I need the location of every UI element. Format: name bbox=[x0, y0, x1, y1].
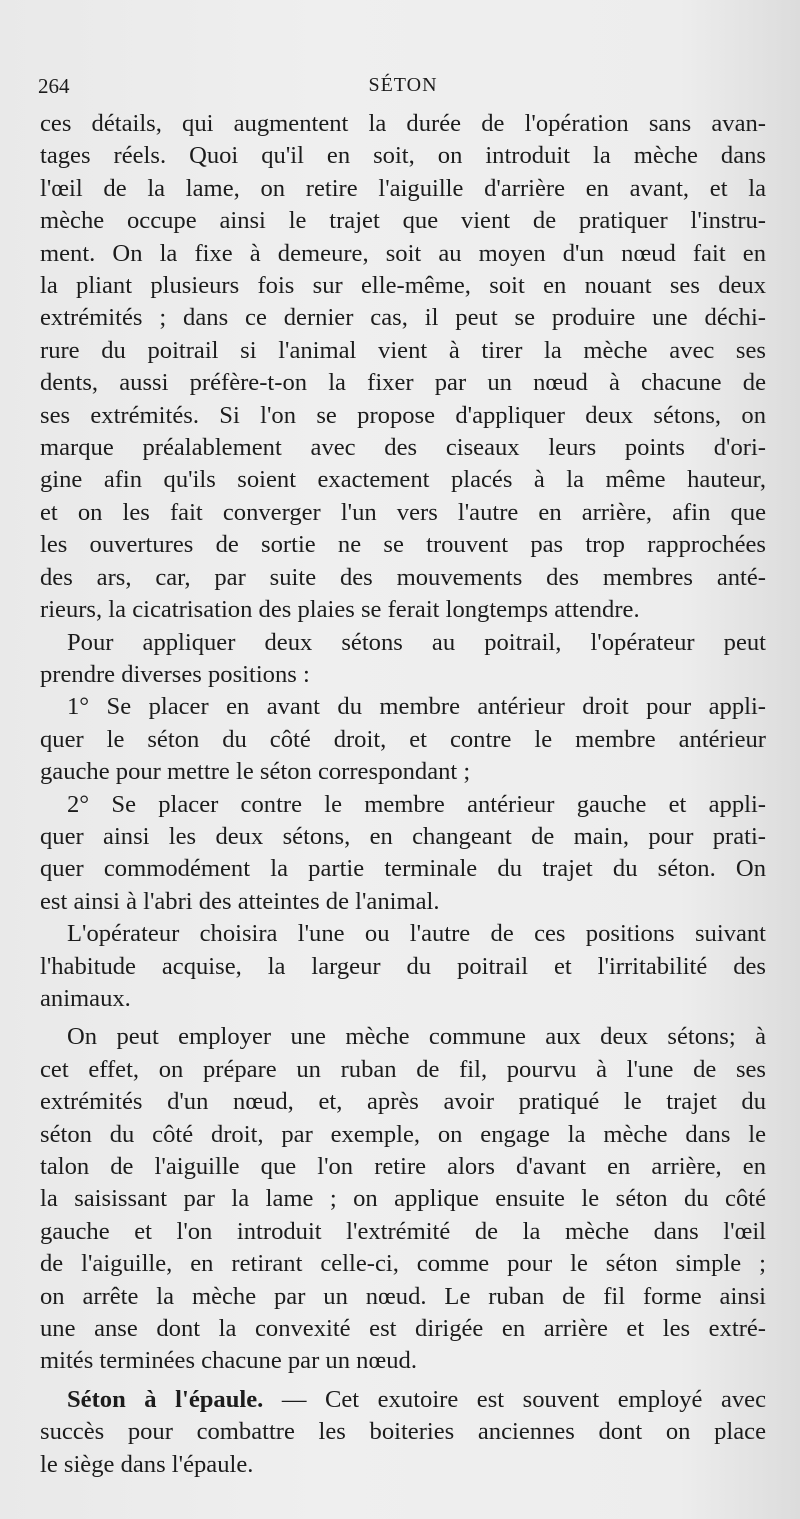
text-line: les ouvertures de sortie ne se trouvent pas trop rapprochées bbox=[40, 531, 766, 559]
text-line: mités terminées chacune par un nœud. bbox=[40, 1347, 417, 1375]
text-line: talon de l'aiguille que l'on retire alors d'avant en arrière, en bbox=[40, 1153, 766, 1180]
paragraph-4 bbox=[40, 789, 766, 919]
text-line: est ainsi à l'abri des atteintes de l'animal. bbox=[40, 887, 440, 915]
text-line: 1° Se placer en avant du membre antérieur droit pour appli- bbox=[67, 693, 766, 721]
text-line: séton du côté droit, par exemple, on engage la mèche dans le bbox=[40, 1120, 766, 1148]
text-line: de l'aiguille, en retirant celle-ci, comme pour le séton simple ; bbox=[40, 1250, 766, 1278]
text-line: gauche pour mettre le séton correspondant ; bbox=[40, 758, 471, 786]
paragraph-2 bbox=[40, 627, 766, 692]
text-line: succès pour combattre les boiteries anciennes dont on place bbox=[40, 1418, 766, 1446]
text-line: la saisissant par la lame ; on applique ensuite le séton du côté bbox=[40, 1185, 766, 1213]
section-heading: Séton à l'épaule. bbox=[67, 1385, 264, 1413]
text-line: 2° Se placer contre le membre antérieur gauche et appli- bbox=[67, 790, 766, 818]
paragraph-5 bbox=[40, 918, 766, 1015]
text-line: Pour appliquer deux sétons au poitrail, l'opérateur peut bbox=[67, 628, 766, 656]
running-title: SÉTON bbox=[368, 74, 438, 96]
text-line: extrémités d'un nœud, et, après avoir pratiqué le trajet du bbox=[40, 1088, 766, 1116]
text-line: quer commodément la partie terminale du trajet du séton. On bbox=[40, 855, 766, 883]
text-line: des ars, car, par suite des mouvements des membres anté- bbox=[40, 563, 766, 591]
text-line: gine afin qu'ils soient exactement placés à la même hauteur, bbox=[40, 466, 766, 494]
text-line: on arrête la mèche par un nœud. Le ruban de fil forme ainsi bbox=[40, 1282, 766, 1310]
paragraph-6 bbox=[40, 1021, 766, 1377]
text-line: ces détails, qui augmentent la durée de l'opération sans avan- bbox=[40, 110, 766, 137]
text-line: mèche occupe ainsi le trajet que vient de pratiquer l'instru- bbox=[40, 207, 766, 235]
text-line bbox=[40, 1384, 766, 1416]
paragraph-3 bbox=[40, 691, 766, 788]
text-line: le siège dans l'épaule. bbox=[40, 1450, 254, 1478]
text-line: l'habitude acquise, la largeur du poitrail et l'irritabilité des bbox=[40, 952, 766, 980]
text-line: prendre diverses positions : bbox=[40, 660, 310, 688]
text-line: gauche et l'on introduit l'extrémité de la mèche dans l'œil bbox=[40, 1217, 766, 1245]
text-line: cet effet, on prépare un ruban de fil, pourvu à l'une de ses bbox=[40, 1055, 766, 1083]
body-text bbox=[40, 108, 766, 1481]
paragraph-7 bbox=[40, 1384, 766, 1481]
text-line: et on les fait converger l'un vers l'autre en arrière, afin que bbox=[40, 498, 766, 526]
text-line: quer ainsi les deux sétons, en changeant de main, pour prati- bbox=[40, 822, 766, 850]
text-line: l'œil de la lame, on retire l'aiguille d'arrière en avant, et la bbox=[40, 174, 766, 202]
text-line: animaux. bbox=[40, 984, 131, 1012]
text-line: quer le séton du côté droit, et contre le membre antérieur bbox=[40, 725, 766, 753]
text-line: rure du poitrail si l'animal vient à tirer la mèche avec ses bbox=[40, 336, 766, 364]
paragraph-1 bbox=[40, 108, 766, 627]
text-line: ment. On la fixe à demeure, soit au moyen d'un nœud fait en bbox=[40, 239, 766, 267]
page-number: 264 bbox=[38, 74, 70, 98]
heading-continuation: — Cet exutoire est souvent employé avec bbox=[263, 1385, 767, 1413]
text-line: extrémités ; dans ce dernier cas, il peut se produire une déchi- bbox=[40, 304, 766, 332]
text-line: une anse dont la convexité est dirigée en arrière et les extré- bbox=[40, 1315, 766, 1343]
text-line: rieurs, la cicatrisation des plaies se ferait longtemps attendre. bbox=[40, 596, 640, 624]
running-head bbox=[38, 74, 768, 100]
text-line: la pliant plusieurs fois sur elle-même, soit en nouant ses deux bbox=[40, 272, 766, 300]
text-line: L'opérateur choisira l'une ou l'autre de ces positions suivant bbox=[67, 920, 766, 948]
text-line: ses extrémités. Si l'on se propose d'appliquer deux sétons, on bbox=[40, 401, 766, 429]
text-line: marque préalablement avec des ciseaux leurs points d'ori- bbox=[40, 434, 766, 462]
text-line: On peut employer une mèche commune aux deux sétons; à bbox=[67, 1023, 766, 1051]
text-line: tages réels. Quoi qu'il en soit, on introduit la mèche dans bbox=[40, 142, 766, 170]
text-line: dents, aussi préfère-t-on la fixer par un nœud à chacune de bbox=[40, 369, 766, 397]
